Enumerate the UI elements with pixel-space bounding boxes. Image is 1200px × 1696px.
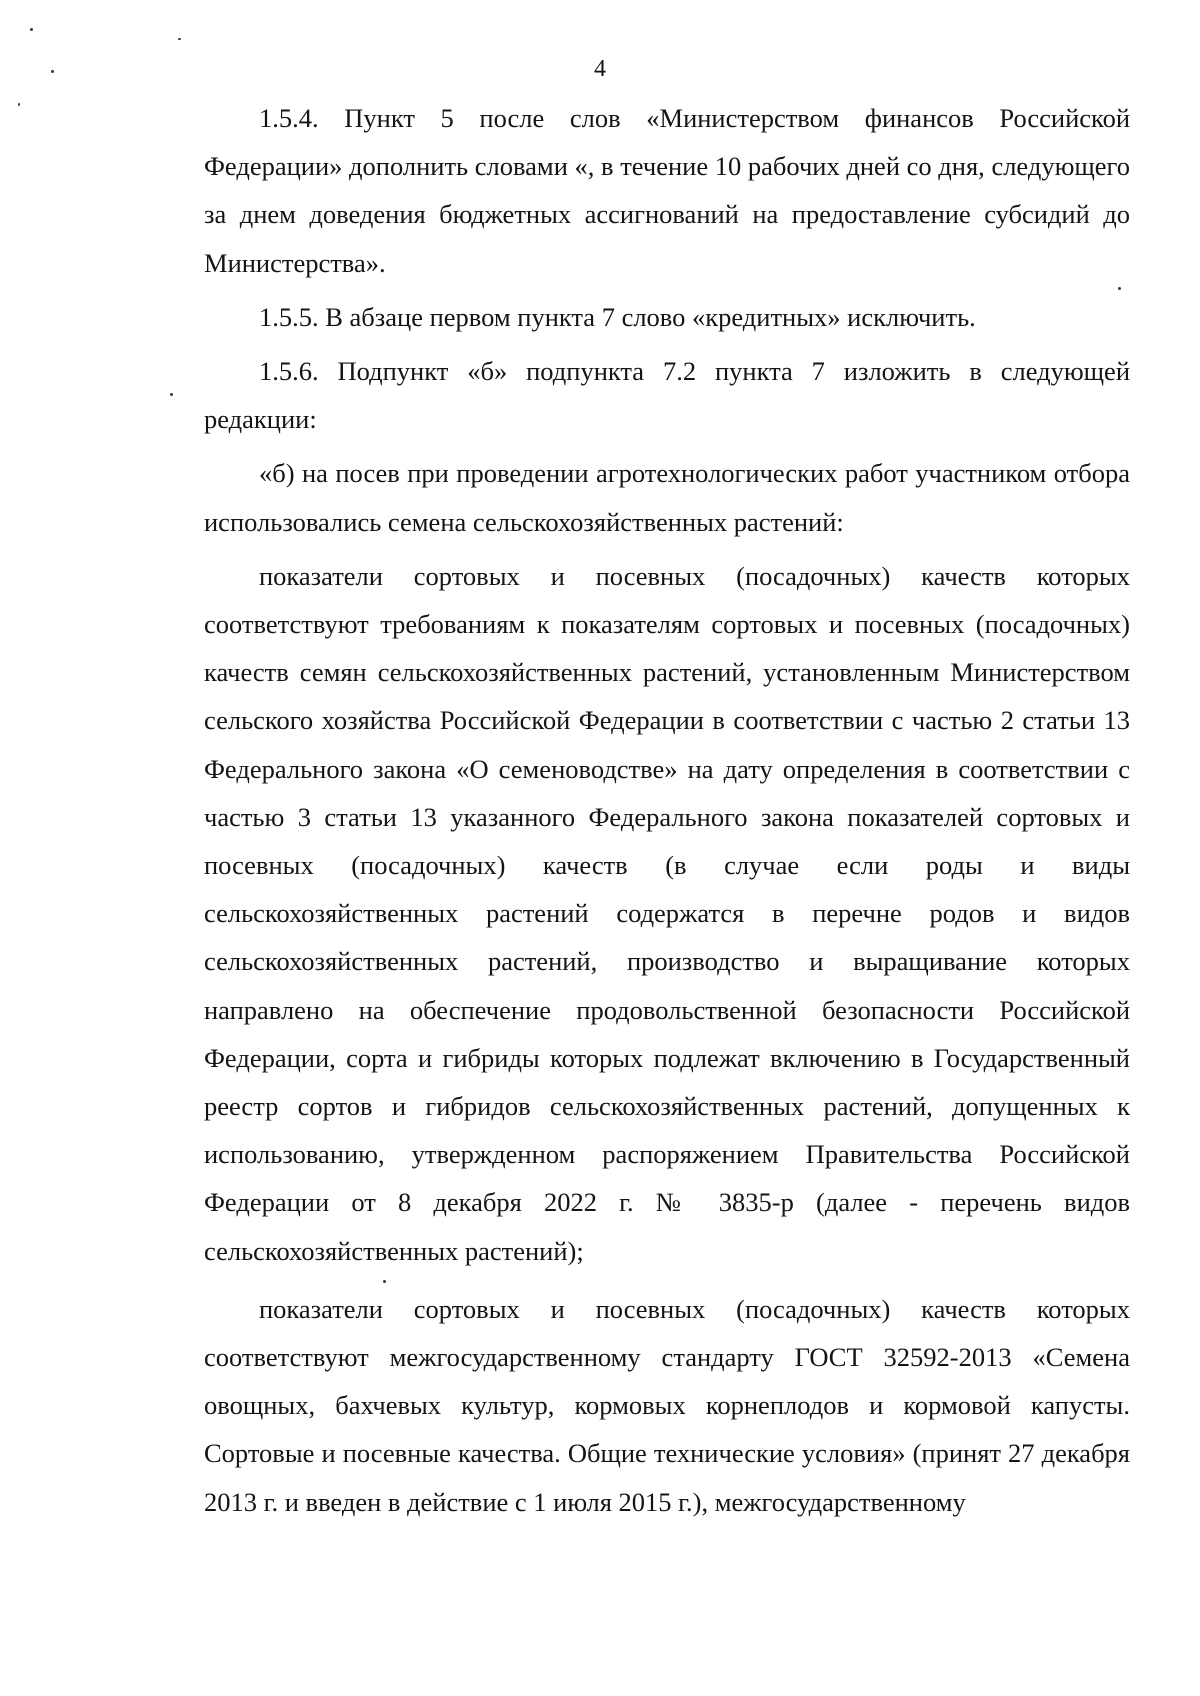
scan-speck	[18, 103, 20, 106]
paragraph-1-5-6: 1.5.6. Подпункт «б» подпункта 7.2 пункта 7 изложить в следующей редакции:	[204, 356, 1130, 435]
document-body	[204, 94, 1130, 1526]
scan-speck	[30, 28, 33, 31]
paragraph-1-5-4: 1.5.4. Пункт 5 после слов «Министерством финансов Российской Федерации» дополнить словами «, в течение 10 рабочих дней со дня, следующего за днем доведения бюджетных ассигнований на предоставление субсидий до Министерства».	[204, 103, 1130, 278]
scan-speck	[178, 38, 181, 40]
paragraph-1-5-5: 1.5.5. В абзаце первом пункта 7 слово «кредитных» исключить.	[259, 301, 976, 332]
paragraph-subitem-b: «б) на посев при проведении агротехнологических работ участником отбора использовались семена сельскохозяйственных растений:	[204, 458, 1130, 537]
paragraph-quality-indicators-2: показатели сортовых и посевных (посадочных) качеств которых соответствуют межгосударственному стандарту ГОСТ 32592-2013 «Семена овощных, бахчевых культур, кормовых корнеплодов и кормовой капусты. Сортовые и посевные качества. Общие технические условия» (принят 27 декабря 2013 г. и введен в действие с 1 июля 2015 г.), межгосударственному	[204, 1293, 1130, 1517]
paragraph-quality-indicators-1: показатели сортовых и посевных (посадочных) качеств которых соответствуют требованиям к показателям сортовых и посевных (посадочных) качеств семян сельскохозяйственных растений, установленным Министерством сельского хозяйства Российской Федерации в соответствии с частью 2 статьи 13 Федерального закона «О семеноводстве» на дату определения в соответствии с частью 3 статьи 13 указанного Федерального закона показателей сортовых и посевных (посадочных) качеств (в случае если роды и виды сельскохозяйственных растений содержатся в перечне родов и видов сельскохозяйственных растений, производство и выращивание которых направлено на обеспечение продовольственной безопасности Российской Федерации, сорта и гибриды которых подлежат включению в Государственный реестр сортов и гибридов сельскохозяйственных растений, допущенных к использованию, утвержденном распоряжением Правительства Российской Федерации от 8 декабря 2022 г. № 3835-р (далее - перечень видов сельскохозяйственных растений);	[204, 560, 1130, 1266]
page-number: 4	[594, 56, 606, 82]
scan-speck	[170, 393, 173, 396]
